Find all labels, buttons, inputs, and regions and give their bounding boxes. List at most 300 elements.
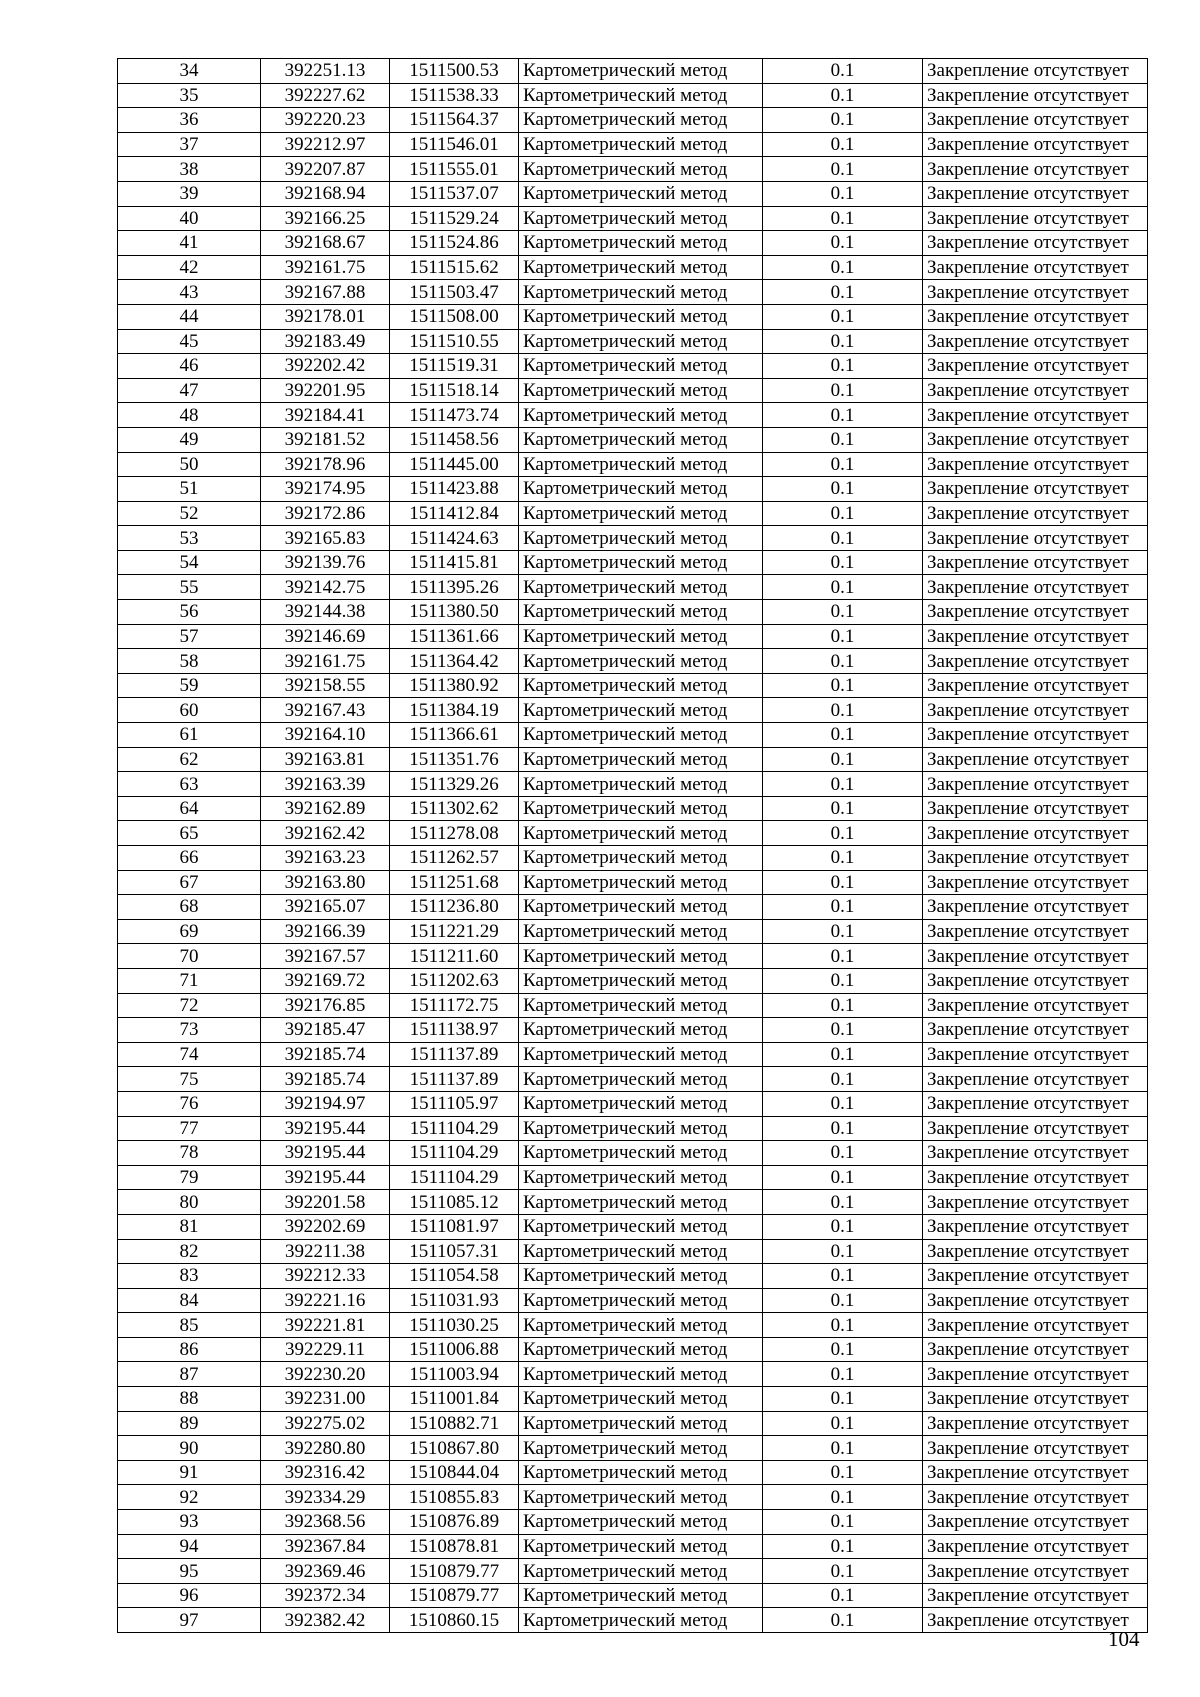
method-cell: Картометрический метод <box>519 181 763 206</box>
method-cell: Картометрический метод <box>519 550 763 575</box>
point-number-cell: 88 <box>118 1387 261 1412</box>
y-coordinate-cell: 1511384.19 <box>390 698 519 723</box>
fixing-cell: Закрепление отсутствует <box>923 600 1148 625</box>
table-row <box>118 723 1148 748</box>
fixing-cell: Закрепление отсутствует <box>923 1264 1148 1289</box>
accuracy-cell: 0.1 <box>763 1534 923 1559</box>
y-coordinate-cell: 1511361.66 <box>390 624 519 649</box>
x-coordinate-cell: 392212.97 <box>261 132 390 157</box>
method-cell: Картометрический метод <box>519 1436 763 1461</box>
fixing-cell: Закрепление отсутствует <box>923 231 1148 256</box>
point-number-cell: 76 <box>118 1091 261 1116</box>
y-coordinate-cell: 1511202.63 <box>390 968 519 993</box>
x-coordinate-cell: 392167.88 <box>261 280 390 305</box>
table-row <box>118 772 1148 797</box>
table-row <box>118 1141 1148 1166</box>
y-coordinate-cell: 1511529.24 <box>390 206 519 231</box>
method-cell: Картометрический метод <box>519 1485 763 1510</box>
page-number: 104 <box>1108 1627 1140 1651</box>
y-coordinate-cell: 1511085.12 <box>390 1190 519 1215</box>
accuracy-cell: 0.1 <box>763 427 923 452</box>
y-coordinate-cell: 1510855.83 <box>390 1485 519 1510</box>
accuracy-cell: 0.1 <box>763 1091 923 1116</box>
x-coordinate-cell: 392161.75 <box>261 649 390 674</box>
y-coordinate-cell: 1511278.08 <box>390 821 519 846</box>
accuracy-cell: 0.1 <box>763 403 923 428</box>
x-coordinate-cell: 392181.52 <box>261 427 390 452</box>
y-coordinate-cell: 1511057.31 <box>390 1239 519 1264</box>
point-number-cell: 83 <box>118 1264 261 1289</box>
table-row <box>118 1337 1148 1362</box>
fixing-cell: Закрепление отсутствует <box>923 846 1148 871</box>
point-number-cell: 50 <box>118 452 261 477</box>
fixing-cell: Закрепление отсутствует <box>923 993 1148 1018</box>
fixing-cell: Закрепление отсутствует <box>923 1583 1148 1608</box>
table-row <box>118 452 1148 477</box>
x-coordinate-cell: 392174.95 <box>261 477 390 502</box>
y-coordinate-cell: 1511262.57 <box>390 846 519 871</box>
accuracy-cell: 0.1 <box>763 477 923 502</box>
fixing-cell: Закрепление отсутствует <box>923 83 1148 108</box>
x-coordinate-cell: 392163.81 <box>261 747 390 772</box>
method-cell: Картометрический метод <box>519 575 763 600</box>
method-cell: Картометрический метод <box>519 403 763 428</box>
fixing-cell: Закрепление отсутствует <box>923 501 1148 526</box>
accuracy-cell: 0.1 <box>763 1411 923 1436</box>
fixing-cell: Закрепление отсутствует <box>923 452 1148 477</box>
method-cell: Картометрический метод <box>519 157 763 182</box>
y-coordinate-cell: 1511423.88 <box>390 477 519 502</box>
x-coordinate-cell: 392144.38 <box>261 600 390 625</box>
point-number-cell: 85 <box>118 1313 261 1338</box>
y-coordinate-cell: 1511473.74 <box>390 403 519 428</box>
table-row <box>118 1411 1148 1436</box>
fixing-cell: Закрепление отсутствует <box>923 1313 1148 1338</box>
accuracy-cell: 0.1 <box>763 1387 923 1412</box>
method-cell: Картометрический метод <box>519 600 763 625</box>
accuracy-cell: 0.1 <box>763 1288 923 1313</box>
x-coordinate-cell: 392163.39 <box>261 772 390 797</box>
point-number-cell: 36 <box>118 108 261 133</box>
table-body <box>118 59 1148 1633</box>
accuracy-cell: 0.1 <box>763 108 923 133</box>
fixing-cell: Закрепление отсутствует <box>923 206 1148 231</box>
y-coordinate-cell: 1511380.50 <box>390 600 519 625</box>
y-coordinate-cell: 1511555.01 <box>390 157 519 182</box>
point-number-cell: 44 <box>118 304 261 329</box>
accuracy-cell: 0.1 <box>763 747 923 772</box>
point-number-cell: 75 <box>118 1067 261 1092</box>
point-number-cell: 78 <box>118 1141 261 1166</box>
method-cell: Картометрический метод <box>519 1337 763 1362</box>
table-row <box>118 526 1148 551</box>
fixing-cell: Закрепление отсутствует <box>923 575 1148 600</box>
accuracy-cell: 0.1 <box>763 772 923 797</box>
x-coordinate-cell: 392231.00 <box>261 1387 390 1412</box>
method-cell: Картометрический метод <box>519 526 763 551</box>
y-coordinate-cell: 1511329.26 <box>390 772 519 797</box>
table-row <box>118 1239 1148 1264</box>
point-number-cell: 77 <box>118 1116 261 1141</box>
point-number-cell: 73 <box>118 1018 261 1043</box>
point-number-cell: 60 <box>118 698 261 723</box>
point-number-cell: 95 <box>118 1559 261 1584</box>
x-coordinate-cell: 392251.13 <box>261 59 390 84</box>
fixing-cell: Закрепление отсутствует <box>923 1190 1148 1215</box>
y-coordinate-cell: 1511221.29 <box>390 919 519 944</box>
accuracy-cell: 0.1 <box>763 723 923 748</box>
method-cell: Картометрический метод <box>519 649 763 674</box>
accuracy-cell: 0.1 <box>763 1608 923 1633</box>
accuracy-cell: 0.1 <box>763 1067 923 1092</box>
table-row <box>118 206 1148 231</box>
accuracy-cell: 0.1 <box>763 796 923 821</box>
x-coordinate-cell: 392163.80 <box>261 870 390 895</box>
fixing-cell: Закрепление отсутствует <box>923 821 1148 846</box>
accuracy-cell: 0.1 <box>763 1018 923 1043</box>
x-coordinate-cell: 392207.87 <box>261 157 390 182</box>
fixing-cell: Закрепление отсутствует <box>923 1387 1148 1412</box>
method-cell: Картометрический метод <box>519 993 763 1018</box>
method-cell: Картометрический метод <box>519 944 763 969</box>
table-row <box>118 181 1148 206</box>
y-coordinate-cell: 1511236.80 <box>390 895 519 920</box>
table-row <box>118 108 1148 133</box>
table-row <box>118 477 1148 502</box>
point-number-cell: 48 <box>118 403 261 428</box>
accuracy-cell: 0.1 <box>763 1485 923 1510</box>
fixing-cell: Закрепление отсутствует <box>923 895 1148 920</box>
method-cell: Картометрический метод <box>519 747 763 772</box>
accuracy-cell: 0.1 <box>763 1510 923 1535</box>
accuracy-cell: 0.1 <box>763 821 923 846</box>
accuracy-cell: 0.1 <box>763 1190 923 1215</box>
table-row <box>118 624 1148 649</box>
method-cell: Картометрический метод <box>519 206 763 231</box>
fixing-cell: Закрепление отсутствует <box>923 108 1148 133</box>
x-coordinate-cell: 392185.74 <box>261 1042 390 1067</box>
table-row <box>118 1116 1148 1141</box>
point-number-cell: 65 <box>118 821 261 846</box>
x-coordinate-cell: 392183.49 <box>261 329 390 354</box>
point-number-cell: 67 <box>118 870 261 895</box>
point-number-cell: 40 <box>118 206 261 231</box>
method-cell: Картометрический метод <box>519 1608 763 1633</box>
fixing-cell: Закрепление отсутствует <box>923 1091 1148 1116</box>
point-number-cell: 80 <box>118 1190 261 1215</box>
point-number-cell: 64 <box>118 796 261 821</box>
point-number-cell: 51 <box>118 477 261 502</box>
method-cell: Картометрический метод <box>519 83 763 108</box>
fixing-cell: Закрепление отсутствует <box>923 1018 1148 1043</box>
method-cell: Картометрический метод <box>519 1288 763 1313</box>
point-number-cell: 34 <box>118 59 261 84</box>
x-coordinate-cell: 392201.95 <box>261 378 390 403</box>
method-cell: Картометрический метод <box>519 624 763 649</box>
y-coordinate-cell: 1510882.71 <box>390 1411 519 1436</box>
fixing-cell: Закрепление отсутствует <box>923 1067 1148 1092</box>
y-coordinate-cell: 1511503.47 <box>390 280 519 305</box>
x-coordinate-cell: 392167.43 <box>261 698 390 723</box>
y-coordinate-cell: 1511001.84 <box>390 1387 519 1412</box>
point-number-cell: 58 <box>118 649 261 674</box>
table-row <box>118 59 1148 84</box>
y-coordinate-cell: 1511518.14 <box>390 378 519 403</box>
x-coordinate-cell: 392178.96 <box>261 452 390 477</box>
method-cell: Картометрический метод <box>519 255 763 280</box>
table-row <box>118 1583 1148 1608</box>
method-cell: Картометрический метод <box>519 1559 763 1584</box>
y-coordinate-cell: 1511138.97 <box>390 1018 519 1043</box>
fixing-cell: Закрепление отсутствует <box>923 624 1148 649</box>
method-cell: Картометрический метод <box>519 919 763 944</box>
method-cell: Картометрический метод <box>519 1387 763 1412</box>
point-number-cell: 42 <box>118 255 261 280</box>
fixing-cell: Закрепление отсутствует <box>923 132 1148 157</box>
accuracy-cell: 0.1 <box>763 919 923 944</box>
accuracy-cell: 0.1 <box>763 1583 923 1608</box>
x-coordinate-cell: 392334.29 <box>261 1485 390 1510</box>
fixing-cell: Закрепление отсутствует <box>923 477 1148 502</box>
accuracy-cell: 0.1 <box>763 255 923 280</box>
table-row <box>118 1018 1148 1043</box>
x-coordinate-cell: 392202.42 <box>261 354 390 379</box>
accuracy-cell: 0.1 <box>763 1337 923 1362</box>
x-coordinate-cell: 392172.86 <box>261 501 390 526</box>
point-number-cell: 63 <box>118 772 261 797</box>
accuracy-cell: 0.1 <box>763 1313 923 1338</box>
point-number-cell: 52 <box>118 501 261 526</box>
x-coordinate-cell: 392142.75 <box>261 575 390 600</box>
table-row <box>118 1460 1148 1485</box>
table-row <box>118 1313 1148 1338</box>
point-number-cell: 57 <box>118 624 261 649</box>
point-number-cell: 37 <box>118 132 261 157</box>
y-coordinate-cell: 1511537.07 <box>390 181 519 206</box>
fixing-cell: Закрепление отсутствует <box>923 1510 1148 1535</box>
fixing-cell: Закрепление отсутствует <box>923 1116 1148 1141</box>
table-row <box>118 255 1148 280</box>
accuracy-cell: 0.1 <box>763 624 923 649</box>
point-number-cell: 94 <box>118 1534 261 1559</box>
accuracy-cell: 0.1 <box>763 1239 923 1264</box>
accuracy-cell: 0.1 <box>763 231 923 256</box>
accuracy-cell: 0.1 <box>763 600 923 625</box>
x-coordinate-cell: 392168.67 <box>261 231 390 256</box>
method-cell: Картометрический метод <box>519 1264 763 1289</box>
y-coordinate-cell: 1511251.68 <box>390 870 519 895</box>
accuracy-cell: 0.1 <box>763 698 923 723</box>
y-coordinate-cell: 1511006.88 <box>390 1337 519 1362</box>
table-row <box>118 649 1148 674</box>
accuracy-cell: 0.1 <box>763 1559 923 1584</box>
accuracy-cell: 0.1 <box>763 206 923 231</box>
y-coordinate-cell: 1511546.01 <box>390 132 519 157</box>
table-row <box>118 919 1148 944</box>
point-number-cell: 86 <box>118 1337 261 1362</box>
table-row <box>118 1485 1148 1510</box>
x-coordinate-cell: 392211.38 <box>261 1239 390 1264</box>
x-coordinate-cell: 392229.11 <box>261 1337 390 1362</box>
y-coordinate-cell: 1511054.58 <box>390 1264 519 1289</box>
accuracy-cell: 0.1 <box>763 649 923 674</box>
x-coordinate-cell: 392139.76 <box>261 550 390 575</box>
y-coordinate-cell: 1511137.89 <box>390 1042 519 1067</box>
x-coordinate-cell: 392221.16 <box>261 1288 390 1313</box>
accuracy-cell: 0.1 <box>763 354 923 379</box>
x-coordinate-cell: 392280.80 <box>261 1436 390 1461</box>
point-number-cell: 87 <box>118 1362 261 1387</box>
point-number-cell: 55 <box>118 575 261 600</box>
method-cell: Картометрический метод <box>519 427 763 452</box>
method-cell: Картометрический метод <box>519 280 763 305</box>
accuracy-cell: 0.1 <box>763 1165 923 1190</box>
table-row <box>118 403 1148 428</box>
accuracy-cell: 0.1 <box>763 280 923 305</box>
x-coordinate-cell: 392168.94 <box>261 181 390 206</box>
method-cell: Картометрический метод <box>519 1214 763 1239</box>
fixing-cell: Закрепление отсутствует <box>923 1165 1148 1190</box>
accuracy-cell: 0.1 <box>763 550 923 575</box>
method-cell: Картометрический метод <box>519 1091 763 1116</box>
fixing-cell: Закрепление отсутствует <box>923 649 1148 674</box>
accuracy-cell: 0.1 <box>763 1116 923 1141</box>
point-number-cell: 41 <box>118 231 261 256</box>
point-number-cell: 66 <box>118 846 261 871</box>
y-coordinate-cell: 1511500.53 <box>390 59 519 84</box>
fixing-cell: Закрепление отсутствует <box>923 1460 1148 1485</box>
x-coordinate-cell: 392230.20 <box>261 1362 390 1387</box>
method-cell: Картометрический метод <box>519 1042 763 1067</box>
table-row <box>118 993 1148 1018</box>
method-cell: Картометрический метод <box>519 132 763 157</box>
accuracy-cell: 0.1 <box>763 1141 923 1166</box>
method-cell: Картометрический метод <box>519 723 763 748</box>
x-coordinate-cell: 392195.44 <box>261 1165 390 1190</box>
table-row <box>118 575 1148 600</box>
x-coordinate-cell: 392162.42 <box>261 821 390 846</box>
table-row <box>118 1067 1148 1092</box>
accuracy-cell: 0.1 <box>763 673 923 698</box>
y-coordinate-cell: 1511031.93 <box>390 1288 519 1313</box>
method-cell: Картометрический метод <box>519 329 763 354</box>
table-row <box>118 1288 1148 1313</box>
accuracy-cell: 0.1 <box>763 1362 923 1387</box>
x-coordinate-cell: 392368.56 <box>261 1510 390 1535</box>
x-coordinate-cell: 392185.47 <box>261 1018 390 1043</box>
table-row <box>118 157 1148 182</box>
point-number-cell: 79 <box>118 1165 261 1190</box>
x-coordinate-cell: 392176.85 <box>261 993 390 1018</box>
y-coordinate-cell: 1511515.62 <box>390 255 519 280</box>
y-coordinate-cell: 1511508.00 <box>390 304 519 329</box>
point-number-cell: 72 <box>118 993 261 1018</box>
fixing-cell: Закрепление отсутствует <box>923 796 1148 821</box>
table-row <box>118 1165 1148 1190</box>
point-number-cell: 81 <box>118 1214 261 1239</box>
x-coordinate-cell: 392227.62 <box>261 83 390 108</box>
table-row <box>118 1534 1148 1559</box>
point-number-cell: 91 <box>118 1460 261 1485</box>
point-number-cell: 89 <box>118 1411 261 1436</box>
table-row <box>118 354 1148 379</box>
fixing-cell: Закрепление отсутствует <box>923 1485 1148 1510</box>
fixing-cell: Закрепление отсутствует <box>923 280 1148 305</box>
x-coordinate-cell: 392184.41 <box>261 403 390 428</box>
fixing-cell: Закрепление отсутствует <box>923 1362 1148 1387</box>
table-row <box>118 1042 1148 1067</box>
table-row <box>118 968 1148 993</box>
method-cell: Картометрический метод <box>519 1362 763 1387</box>
accuracy-cell: 0.1 <box>763 59 923 84</box>
y-coordinate-cell: 1511351.76 <box>390 747 519 772</box>
accuracy-cell: 0.1 <box>763 304 923 329</box>
x-coordinate-cell: 392146.69 <box>261 624 390 649</box>
x-coordinate-cell: 392202.69 <box>261 1214 390 1239</box>
x-coordinate-cell: 392372.34 <box>261 1583 390 1608</box>
x-coordinate-cell: 392163.23 <box>261 846 390 871</box>
table-row <box>118 698 1148 723</box>
fixing-cell: Закрепление отсутствует <box>923 526 1148 551</box>
fixing-cell: Закрепление отсутствует <box>923 1141 1148 1166</box>
method-cell: Картометрический метод <box>519 304 763 329</box>
x-coordinate-cell: 392369.46 <box>261 1559 390 1584</box>
y-coordinate-cell: 1511366.61 <box>390 723 519 748</box>
point-number-cell: 56 <box>118 600 261 625</box>
y-coordinate-cell: 1511137.89 <box>390 1067 519 1092</box>
fixing-cell: Закрепление отсутствует <box>923 1559 1148 1584</box>
accuracy-cell: 0.1 <box>763 870 923 895</box>
fixing-cell: Закрепление отсутствует <box>923 919 1148 944</box>
method-cell: Картометрический метод <box>519 1018 763 1043</box>
fixing-cell: Закрепление отсутствует <box>923 723 1148 748</box>
table-row <box>118 673 1148 698</box>
fixing-cell: Закрепление отсутствует <box>923 1042 1148 1067</box>
point-number-cell: 46 <box>118 354 261 379</box>
x-coordinate-cell: 392275.02 <box>261 1411 390 1436</box>
fixing-cell: Закрепление отсутствует <box>923 698 1148 723</box>
y-coordinate-cell: 1511003.94 <box>390 1362 519 1387</box>
x-coordinate-cell: 392169.72 <box>261 968 390 993</box>
y-coordinate-cell: 1510879.77 <box>390 1583 519 1608</box>
x-coordinate-cell: 392164.10 <box>261 723 390 748</box>
point-number-cell: 96 <box>118 1583 261 1608</box>
fixing-cell: Закрепление отсутствует <box>923 1608 1148 1633</box>
method-cell: Картометрический метод <box>519 870 763 895</box>
point-number-cell: 71 <box>118 968 261 993</box>
fixing-cell: Закрепление отсутствует <box>923 304 1148 329</box>
y-coordinate-cell: 1511458.56 <box>390 427 519 452</box>
method-cell: Картометрический метод <box>519 378 763 403</box>
y-coordinate-cell: 1510878.81 <box>390 1534 519 1559</box>
y-coordinate-cell: 1511519.31 <box>390 354 519 379</box>
table-row <box>118 304 1148 329</box>
method-cell: Картометрический метод <box>519 1116 763 1141</box>
point-number-cell: 70 <box>118 944 261 969</box>
y-coordinate-cell: 1511030.25 <box>390 1313 519 1338</box>
y-coordinate-cell: 1511104.29 <box>390 1141 519 1166</box>
method-cell: Картометрический метод <box>519 477 763 502</box>
method-cell: Картометрический метод <box>519 846 763 871</box>
table-row <box>118 821 1148 846</box>
y-coordinate-cell: 1510860.15 <box>390 1608 519 1633</box>
table-row <box>118 600 1148 625</box>
y-coordinate-cell: 1511302.62 <box>390 796 519 821</box>
x-coordinate-cell: 392194.97 <box>261 1091 390 1116</box>
y-coordinate-cell: 1511395.26 <box>390 575 519 600</box>
table-row <box>118 1387 1148 1412</box>
method-cell: Картометрический метод <box>519 1239 763 1264</box>
